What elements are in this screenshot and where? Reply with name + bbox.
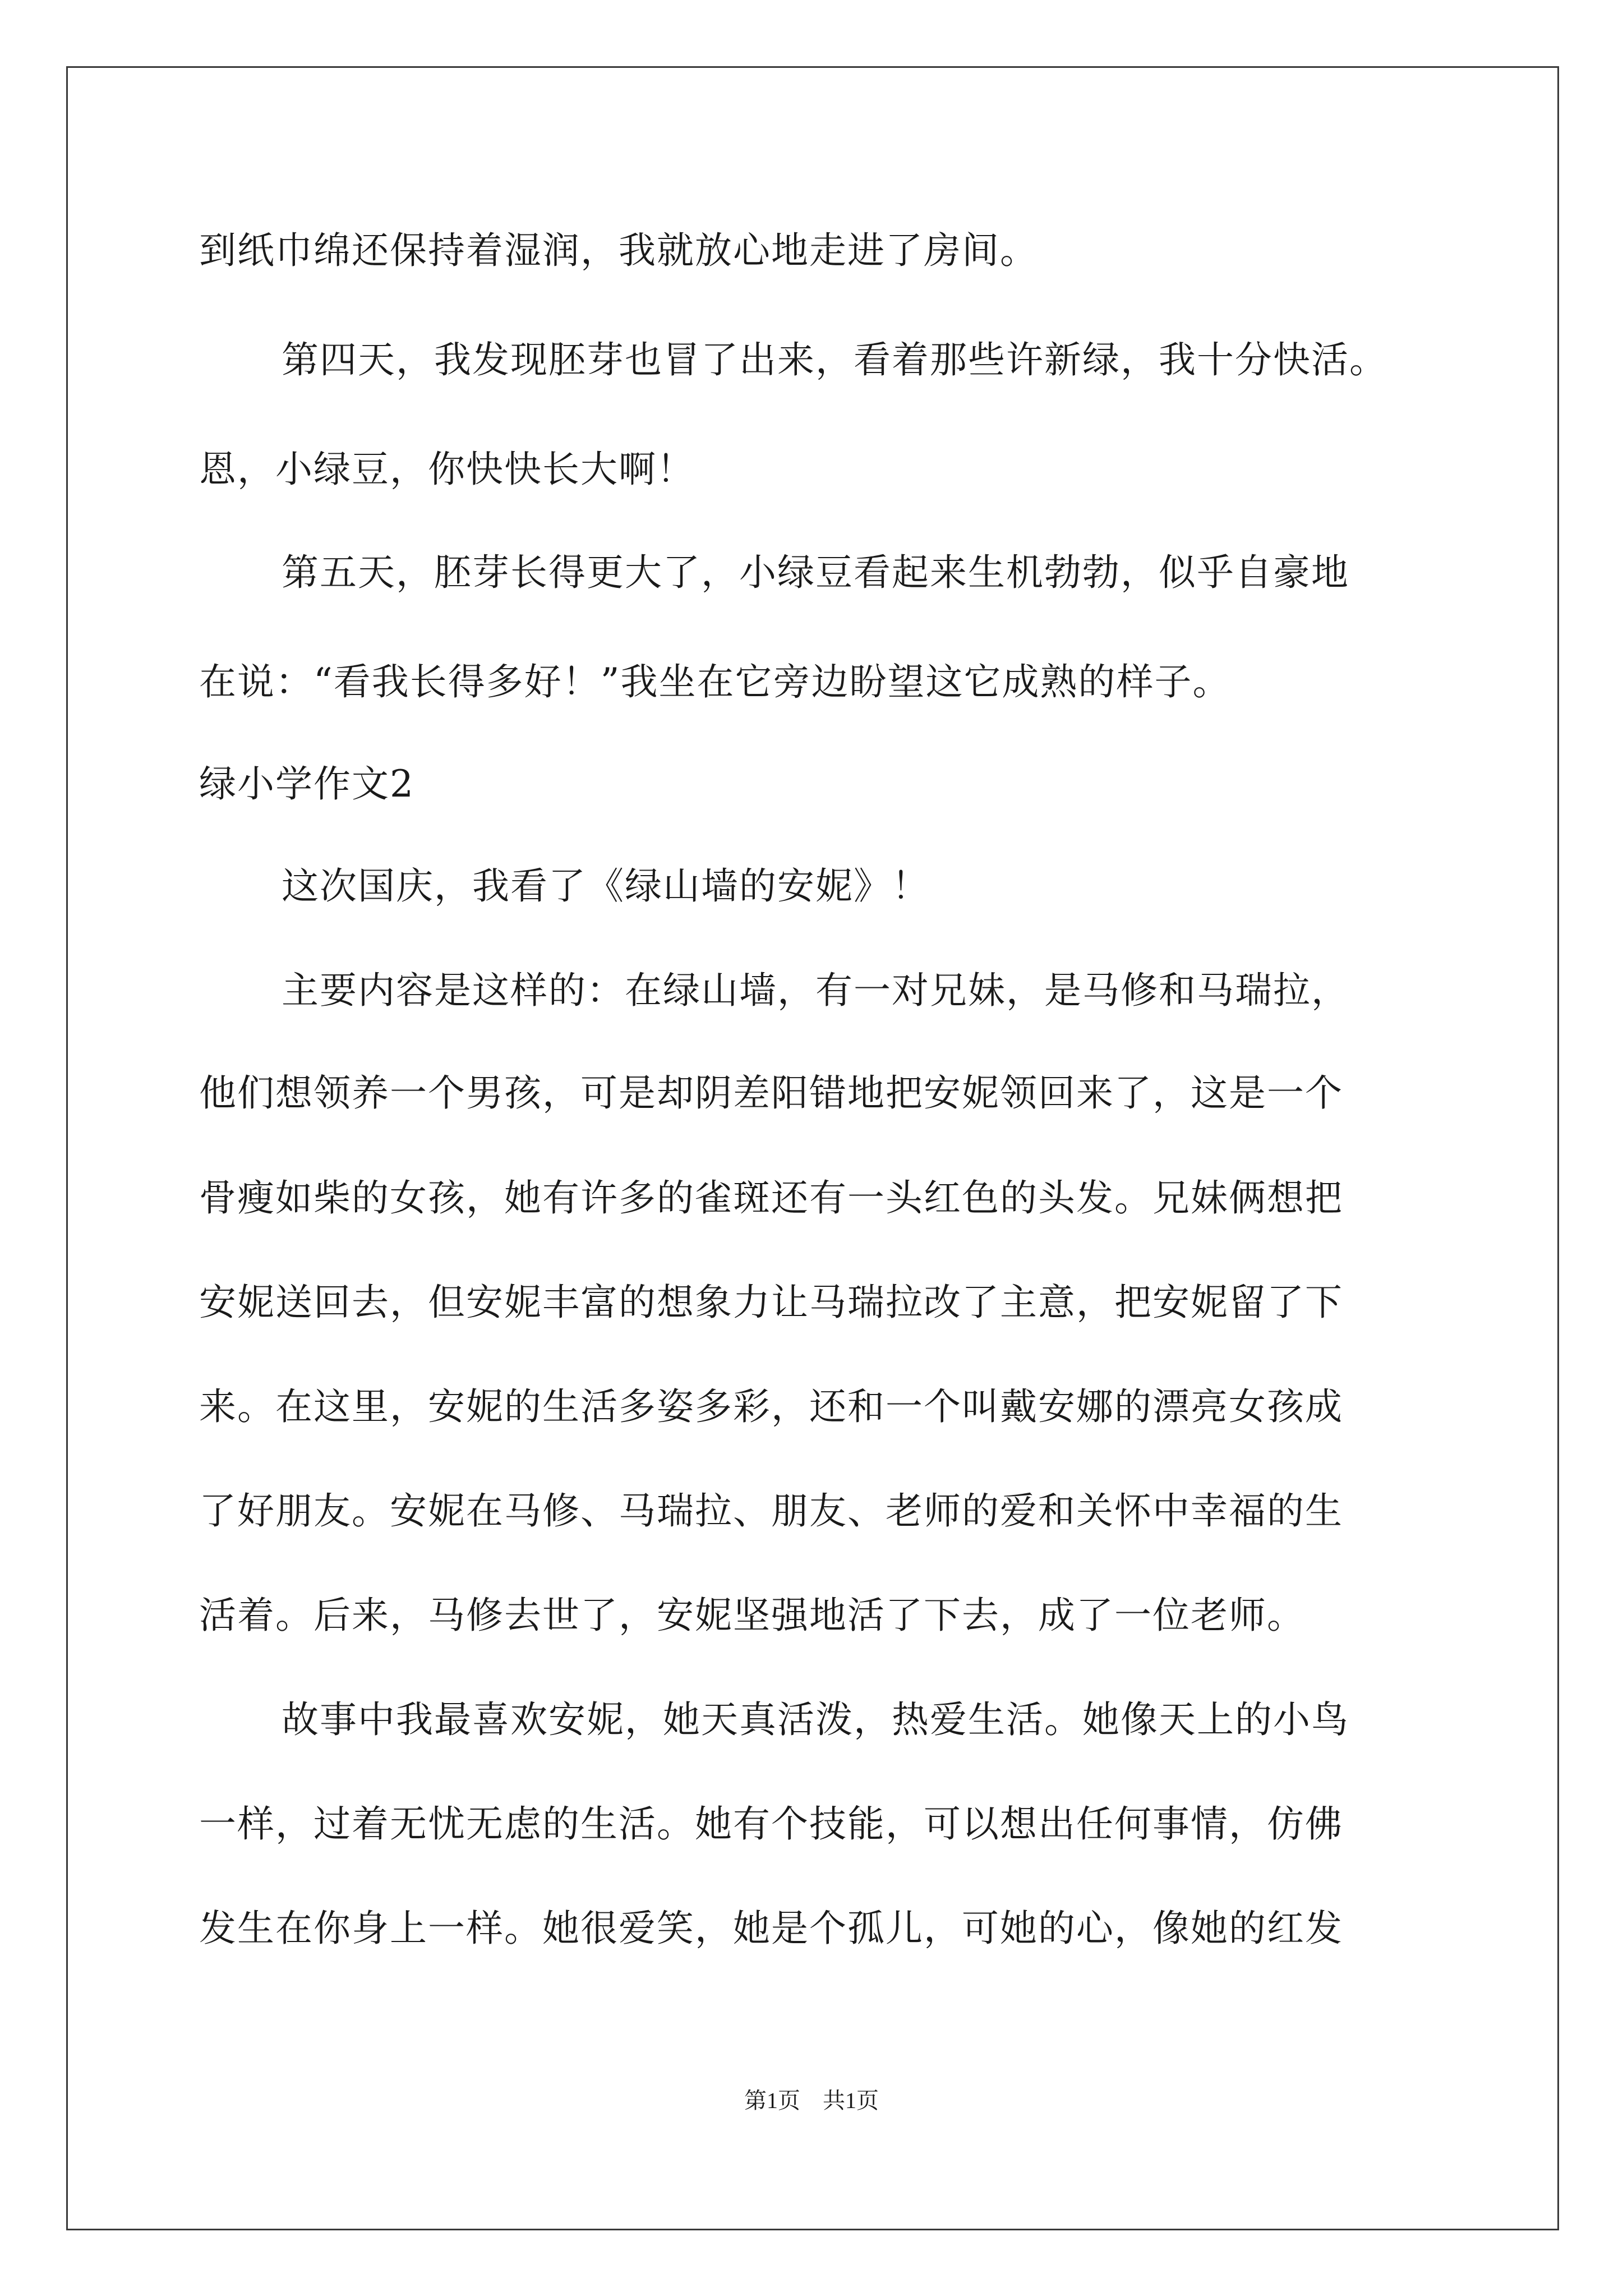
text-line-14: 活着。后来，马修去世了，安妮坚强地活了下去，成了一位老师。 — [199, 1594, 1305, 1637]
text-line-4: 第五天，胚芽长得更大了，小绿豆看起来生机勃勃，似乎自豪地 — [282, 551, 1349, 594]
page-number-footer: 第1页 共1页 — [744, 2088, 879, 2113]
text-line-15: 故事中我最喜欢安妮，她天真活泼，热爱生活。她像天上的小鸟 — [282, 1698, 1349, 1741]
text-line-5: 在说：“看我长得多好！”我坐在它旁边盼望这它成熟的样子。 — [199, 660, 1231, 703]
text-line-16: 一样，过着无忧无虑的生活。她有个技能，可以想出任何事情，仿佛 — [199, 1802, 1343, 1846]
text-line-10: 骨瘦如柴的女孩，她有许多的雀斑还有一头红色的头发。兄妹俩想把 — [199, 1176, 1343, 1220]
text-line-12: 来。在这里，安妮的生活多姿多彩，还和一个叫戴安娜的漂亮女孩成 — [199, 1385, 1343, 1428]
text-line-13: 了好朋友。安妮在马修、马瑞拉、朋友、老师的爱和关怀中幸福的生 — [199, 1489, 1343, 1533]
section-heading: 绿小学作文2 — [199, 762, 414, 806]
text-line-2: 第四天，我发现胚芽也冒了出来，看着那些许新绿，我十分快活。 — [282, 338, 1387, 381]
text-line-3: 恩，小绿豆，你快快长大啊！ — [199, 448, 695, 491]
text-line-8: 主要内容是这样的：在绿山墙，有一对兄妹，是马修和马瑞拉， — [282, 969, 1349, 1012]
text-line-11: 安妮送回去，但安妮丰富的想象力让马瑞拉改了主意，把安妮留了下 — [199, 1281, 1343, 1324]
text-line-1: 到纸巾绵还保持着湿润，我就放心地走进了房间。 — [199, 229, 1038, 272]
text-line-9: 他们想领养一个男孩，可是却阴差阳错地把安妮领回来了，这是一个 — [199, 1071, 1343, 1115]
text-line-17: 发生在你身上一样。她很爱笑，她是个孤儿，可她的心，像她的红发 — [199, 1907, 1343, 1950]
text-line-7: 这次国庆，我看了《绿山墙的安妮》！ — [282, 864, 930, 908]
